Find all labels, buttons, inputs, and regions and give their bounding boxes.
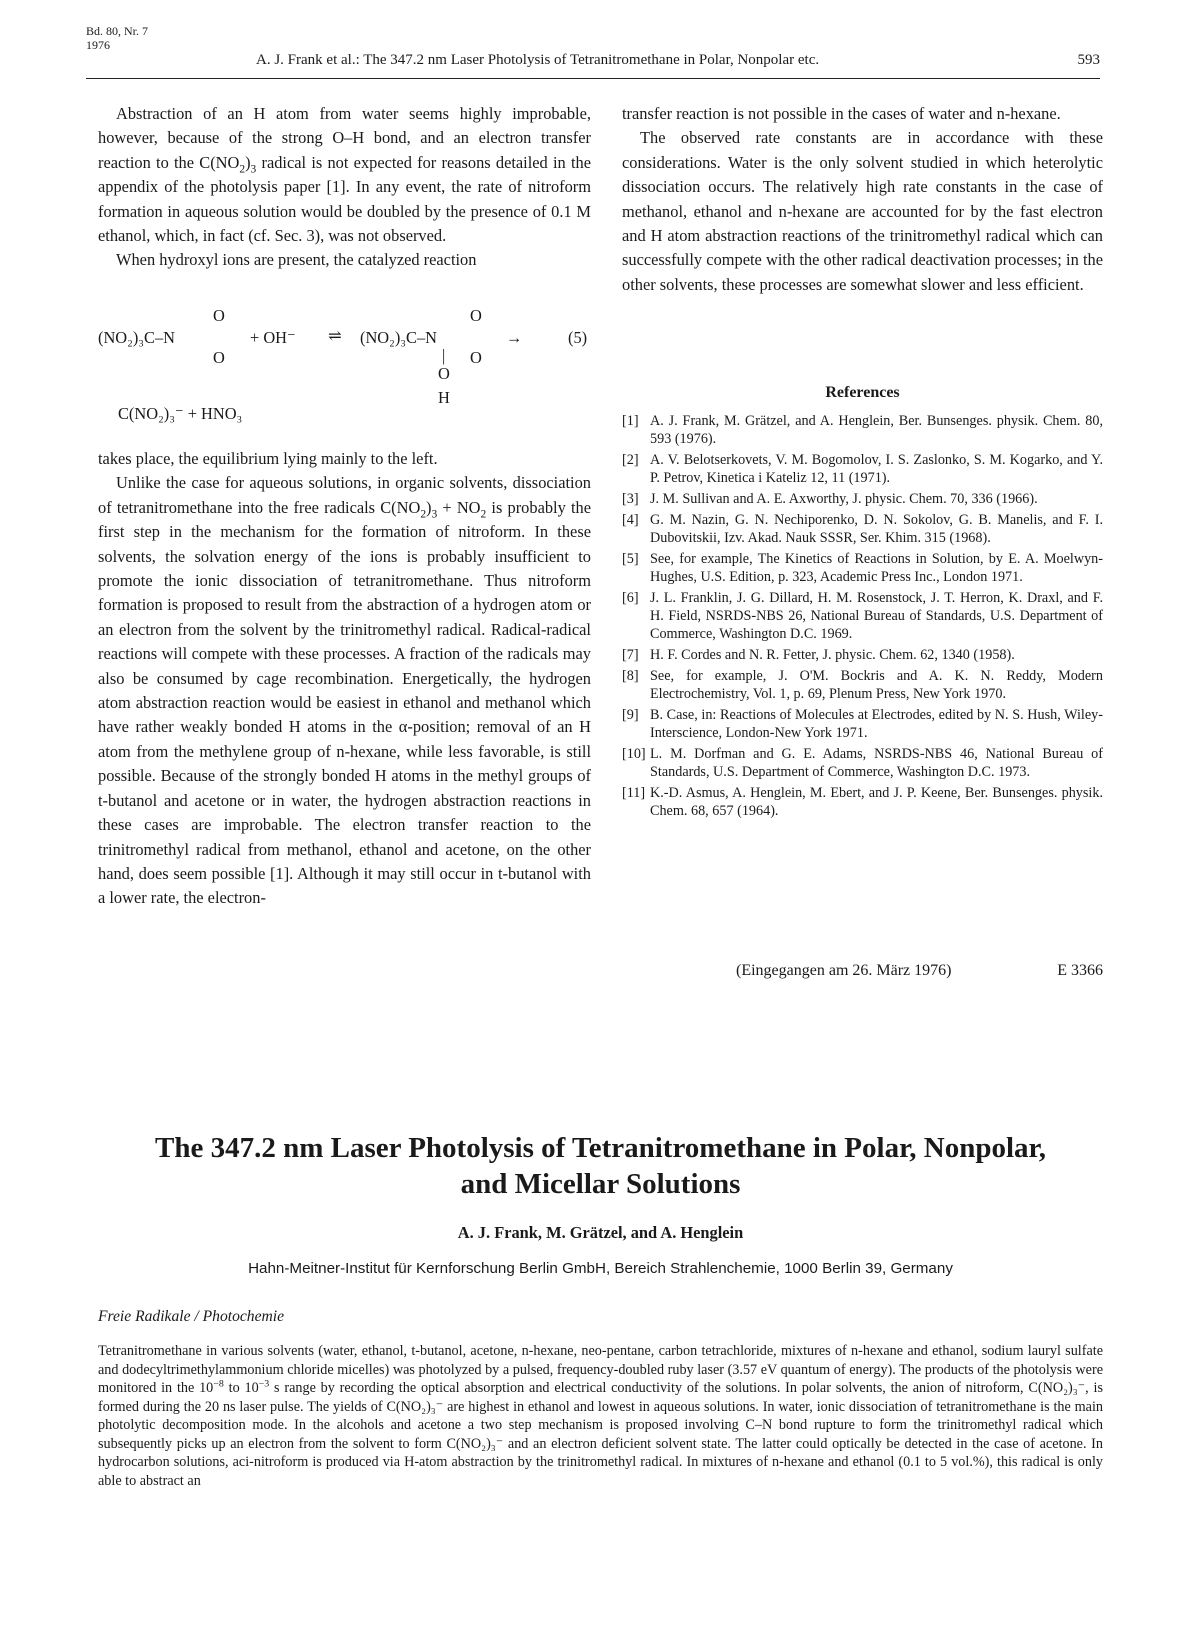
- eq-o-top-right: O: [470, 306, 482, 325]
- article-abstract: Tetranitromethane in various solvents (water, ethanol, t-butanol, acetone, n-hexane, neo-pentane, carbon tetrachloride, mixtures of n-hexane and ethanol, sodium lauryl sulfate and dodecyltrimethylammonium chloride micelles) was photolyzed by a pulsed, frequency-doubled ruby laser (3.57 eV quantum of energy). The products of the photolysis were monitored in the $10^{-8}$ to $10^{-3}$ s range by recording the optical absorption and electrical conductivity of the solutions. In polar solvents, the anion of nitroform, C(NO₂)₃⁻, is formed during the 20 ns laser pulse. The yields of C(NO₂)₃⁻ are highest in ethanol and lowest in aqueous solutions. In water, ionic dissociation of tetranitromethane is the main photolytic decomposition mode. In the alcohols and acetone a two step mechanism is proposed involving C–N bond rupture to form the trinitromethyl radical which subsequently picks up an electron from the solvent to form C(NO₂)₃⁻ and an electron deficient solvent state. The latter could optically be detected in the case of acetone. In hydrocarbon solutions, aci-nitroform is produced via H-atom abstraction by the trinitromethyl radical. In mixtures of n-hexane and ethanol (0.1 to 5 vol.%), this radical is only able to abstract an: [98, 1343, 1103, 1489]
- eq-o-below: O: [438, 364, 450, 383]
- received-date: (Eingegangen am 26. März 1976): [736, 962, 952, 979]
- eq-o-top-left: O: [213, 306, 225, 325]
- reference-item: [622, 589, 1103, 643]
- reference-item: [622, 550, 1103, 586]
- eq-product: C(NO₂)₃⁻ + HNO₃: [118, 404, 243, 423]
- reference-number: [5]: [622, 551, 639, 567]
- reference-item: [622, 511, 1103, 547]
- eq-bond: |: [442, 346, 446, 365]
- article-authors: A. J. Frank, M. Grätzel, and A. Henglein: [457, 1223, 744, 1242]
- reference-number: [4]: [622, 512, 639, 528]
- article-keywords: Freie Radikale / Photochemie: [98, 1308, 285, 1325]
- right-column: [622, 102, 1103, 297]
- reference-number: [6]: [622, 590, 639, 606]
- reference-item: [622, 490, 1103, 508]
- reference-text: J. L. Franklin, J. G. Dillard, H. M. Rosenstock, J. T. Herron, K. Draxl, and F. H. Field, NSRDS-NBS 26, National Bureau of Standards, U.S. Department of Commerce, Washington D.C. 1969.: [650, 590, 1103, 642]
- eq-plus-oh: + OH⁻: [250, 328, 296, 347]
- reference-text: J. M. Sullivan and A. E. Axworthy, J. physic. Chem. 70, 336 (1966).: [650, 491, 1038, 507]
- eq-h-below: H: [438, 388, 450, 407]
- article-affiliation: Hahn-Meitner-Institut für Kernforschung Berlin GmbH, Bereich Strahlenchemie, 1000 Berlin 39, Germany: [248, 1260, 953, 1277]
- eq-o-bottom-left: O: [213, 348, 225, 367]
- reference-number: [10]: [622, 746, 646, 762]
- paragraph: transfer reaction is not possible in the cases of water and n-hexane.: [622, 104, 1061, 123]
- reference-number: [9]: [622, 707, 639, 723]
- eq-o-bottom-right: O: [470, 348, 482, 367]
- running-title: A. J. Frank et al.: The 347.2 nm Laser Photolysis of Tetranitromethane in Polar, Nonpolar etc.: [256, 52, 820, 68]
- paragraph: Unlike the case for aqueous solutions, in organic solvents, dissociation of tetranitromethane into the free radicals $C(NO_2)_3 + NO_2$ is probably the first step in the mechanism for the formation of nitroform. In these solvents, the solvation energy of the ions is probably insufficient to promote the ionic dissociation of tetranitromethane. Thus nitroform formation is proposed to result from the abstraction of a hydrogen atom or an electron from the solvent by the trinitromethyl radical. Radical-radical reactions will compete with these processes. A fraction of the radicals may also be consumed by cage recombination. Energetically, the hydrogen atom abstraction reaction would be easiest in ethanol and methanol which have rather weakly bonded H atoms in the α-position; removal of an H atom from the methylene group of n-hexane, while less favorable, is still possible. Because of the strongly bonded H atoms in the methyl groups of t-butanol and acetone or in water, the hydrogen abstraction reactions in these cases are improbable. The electron transfer reaction to the trinitromethyl radical from methanol, ethanol and acetone, on the other hand, does seem possible [1]. Although it may still occur in t-butanol with a lower rate, the electron-: [98, 473, 591, 908]
- references-heading: References: [825, 384, 900, 401]
- paragraph: The observed rate constants are in accordance with these considerations. Water is the only solvent studied in which heterolytic dissociation occurs. The relatively high rate constants in the case of methanol, ethanol and n-hexane are accounted for by the fast electron and H atom abstraction reactions of the trinitromethyl radical which can successfully compete with the other radical deactivation processes; in the other solvents, these processes are somewhat slower and less efficient.: [622, 128, 1103, 294]
- reference-number: [11]: [622, 785, 646, 801]
- paragraph: takes place, the equilibrium lying mainly to the left.: [98, 449, 438, 468]
- reference-text: H. F. Cordes and N. R. Fetter, J. physic. Chem. 62, 1340 (1958).: [650, 647, 1015, 663]
- reference-text: A. J. Frank, M. Grätzel, and A. Henglein, Ber. Bunsenges. physik. Chem. 80, 593 (1976).: [650, 413, 1103, 447]
- volume-number: Bd. 80, Nr. 7: [86, 24, 149, 38]
- page-number: 593: [1077, 52, 1100, 68]
- eq-arrow: →: [506, 328, 523, 347]
- reference-text: K.-D. Asmus, A. Henglein, M. Ebert, and J. P. Keene, Ber. Bunsenges. physik. Chem. 68, 657 (1964).: [650, 785, 1103, 819]
- article-title: [98, 1130, 1103, 1202]
- volume-year: 1976: [86, 38, 110, 52]
- reference-text: L. M. Dorfman and G. E. Adams, NSRDS-NBS 46, National Bureau of Standards, U.S. Department of Commerce, Washington D.C. 1973.: [650, 746, 1103, 780]
- paragraph: When hydroxyl ions are present, the catalyzed reaction: [116, 250, 477, 270]
- eq-equilibrium-arrow: ⇌: [328, 326, 342, 345]
- left-column-top: [98, 102, 591, 273]
- reference-text: G. M. Nazin, G. N. Nechiporenko, D. N. Sokolov, G. B. Manelis, and F. I. Dubovitskii, Izv. Akad. Nauk SSSR, Ser. Khim. 315 (1968).: [650, 512, 1103, 546]
- eq-lhs: (NO₂)₃C–N: [98, 328, 175, 347]
- reference-number: [7]: [622, 647, 639, 663]
- reference-item: [622, 667, 1103, 703]
- manuscript-code: E 3366: [1057, 962, 1103, 979]
- paragraph: Abstraction of an H atom from water seems highly improbable, however, because of the strong O–H bond, and an electron transfer reaction to the $C(NO_2)_3$ radical is not expected for reasons detailed in the appendix of the photolysis paper [1]. In any event, the rate of nitroform formation in aqueous solution would be doubled by the presence of 0.1 M ethanol, which, in fact (cf. Sec. 3), was not observed.: [98, 104, 591, 246]
- reference-item: [622, 745, 1103, 781]
- references-list: [622, 412, 1103, 823]
- reference-text: See, for example, The Kinetics of Reactions in Solution, by E. A. Moelwyn-Hughes, U.S. Edition, p. 323, Academic Press Inc., London 1971.: [650, 551, 1103, 585]
- article-title-line: and Micellar Solutions: [460, 1168, 741, 1200]
- reference-text: B. Case, in: Reactions of Molecules at Electrodes, edited by N. S. Hush, Wiley-Interscience, London-New York 1971.: [650, 707, 1103, 741]
- eq-number: (5): [568, 328, 588, 347]
- reference-text: See, for example, J. O'M. Bockris and A. K. N. Reddy, Modern Electrochemistry, Vol. 1, p. 69, Plenum Press, New York 1970.: [650, 668, 1103, 702]
- equation-5: [98, 306, 591, 436]
- reference-item: [622, 646, 1103, 664]
- article-title-line: The 347.2 nm Laser Photolysis of Tetranitromethane in Polar, Nonpolar,: [154, 1132, 1046, 1164]
- reference-number: [2]: [622, 452, 639, 468]
- reference-number: [3]: [622, 491, 639, 507]
- reference-item: [622, 451, 1103, 487]
- reference-item: [622, 784, 1103, 820]
- reference-text: A. V. Belotserkovets, V. M. Bogomolov, I. S. Zaslonko, S. M. Kogarko, and Y. P. Petrov, Kinetica i Kateliz 12, 11 (1971).: [650, 452, 1103, 486]
- reference-item: [622, 706, 1103, 742]
- running-header: [86, 22, 1100, 79]
- left-column-bottom: [98, 447, 591, 911]
- reference-item: [622, 412, 1103, 448]
- eq-middle: (NO₂)₃C–N: [360, 328, 437, 347]
- reference-number: [8]: [622, 668, 639, 684]
- volume-info: [86, 24, 148, 52]
- reference-number: [1]: [622, 413, 639, 429]
